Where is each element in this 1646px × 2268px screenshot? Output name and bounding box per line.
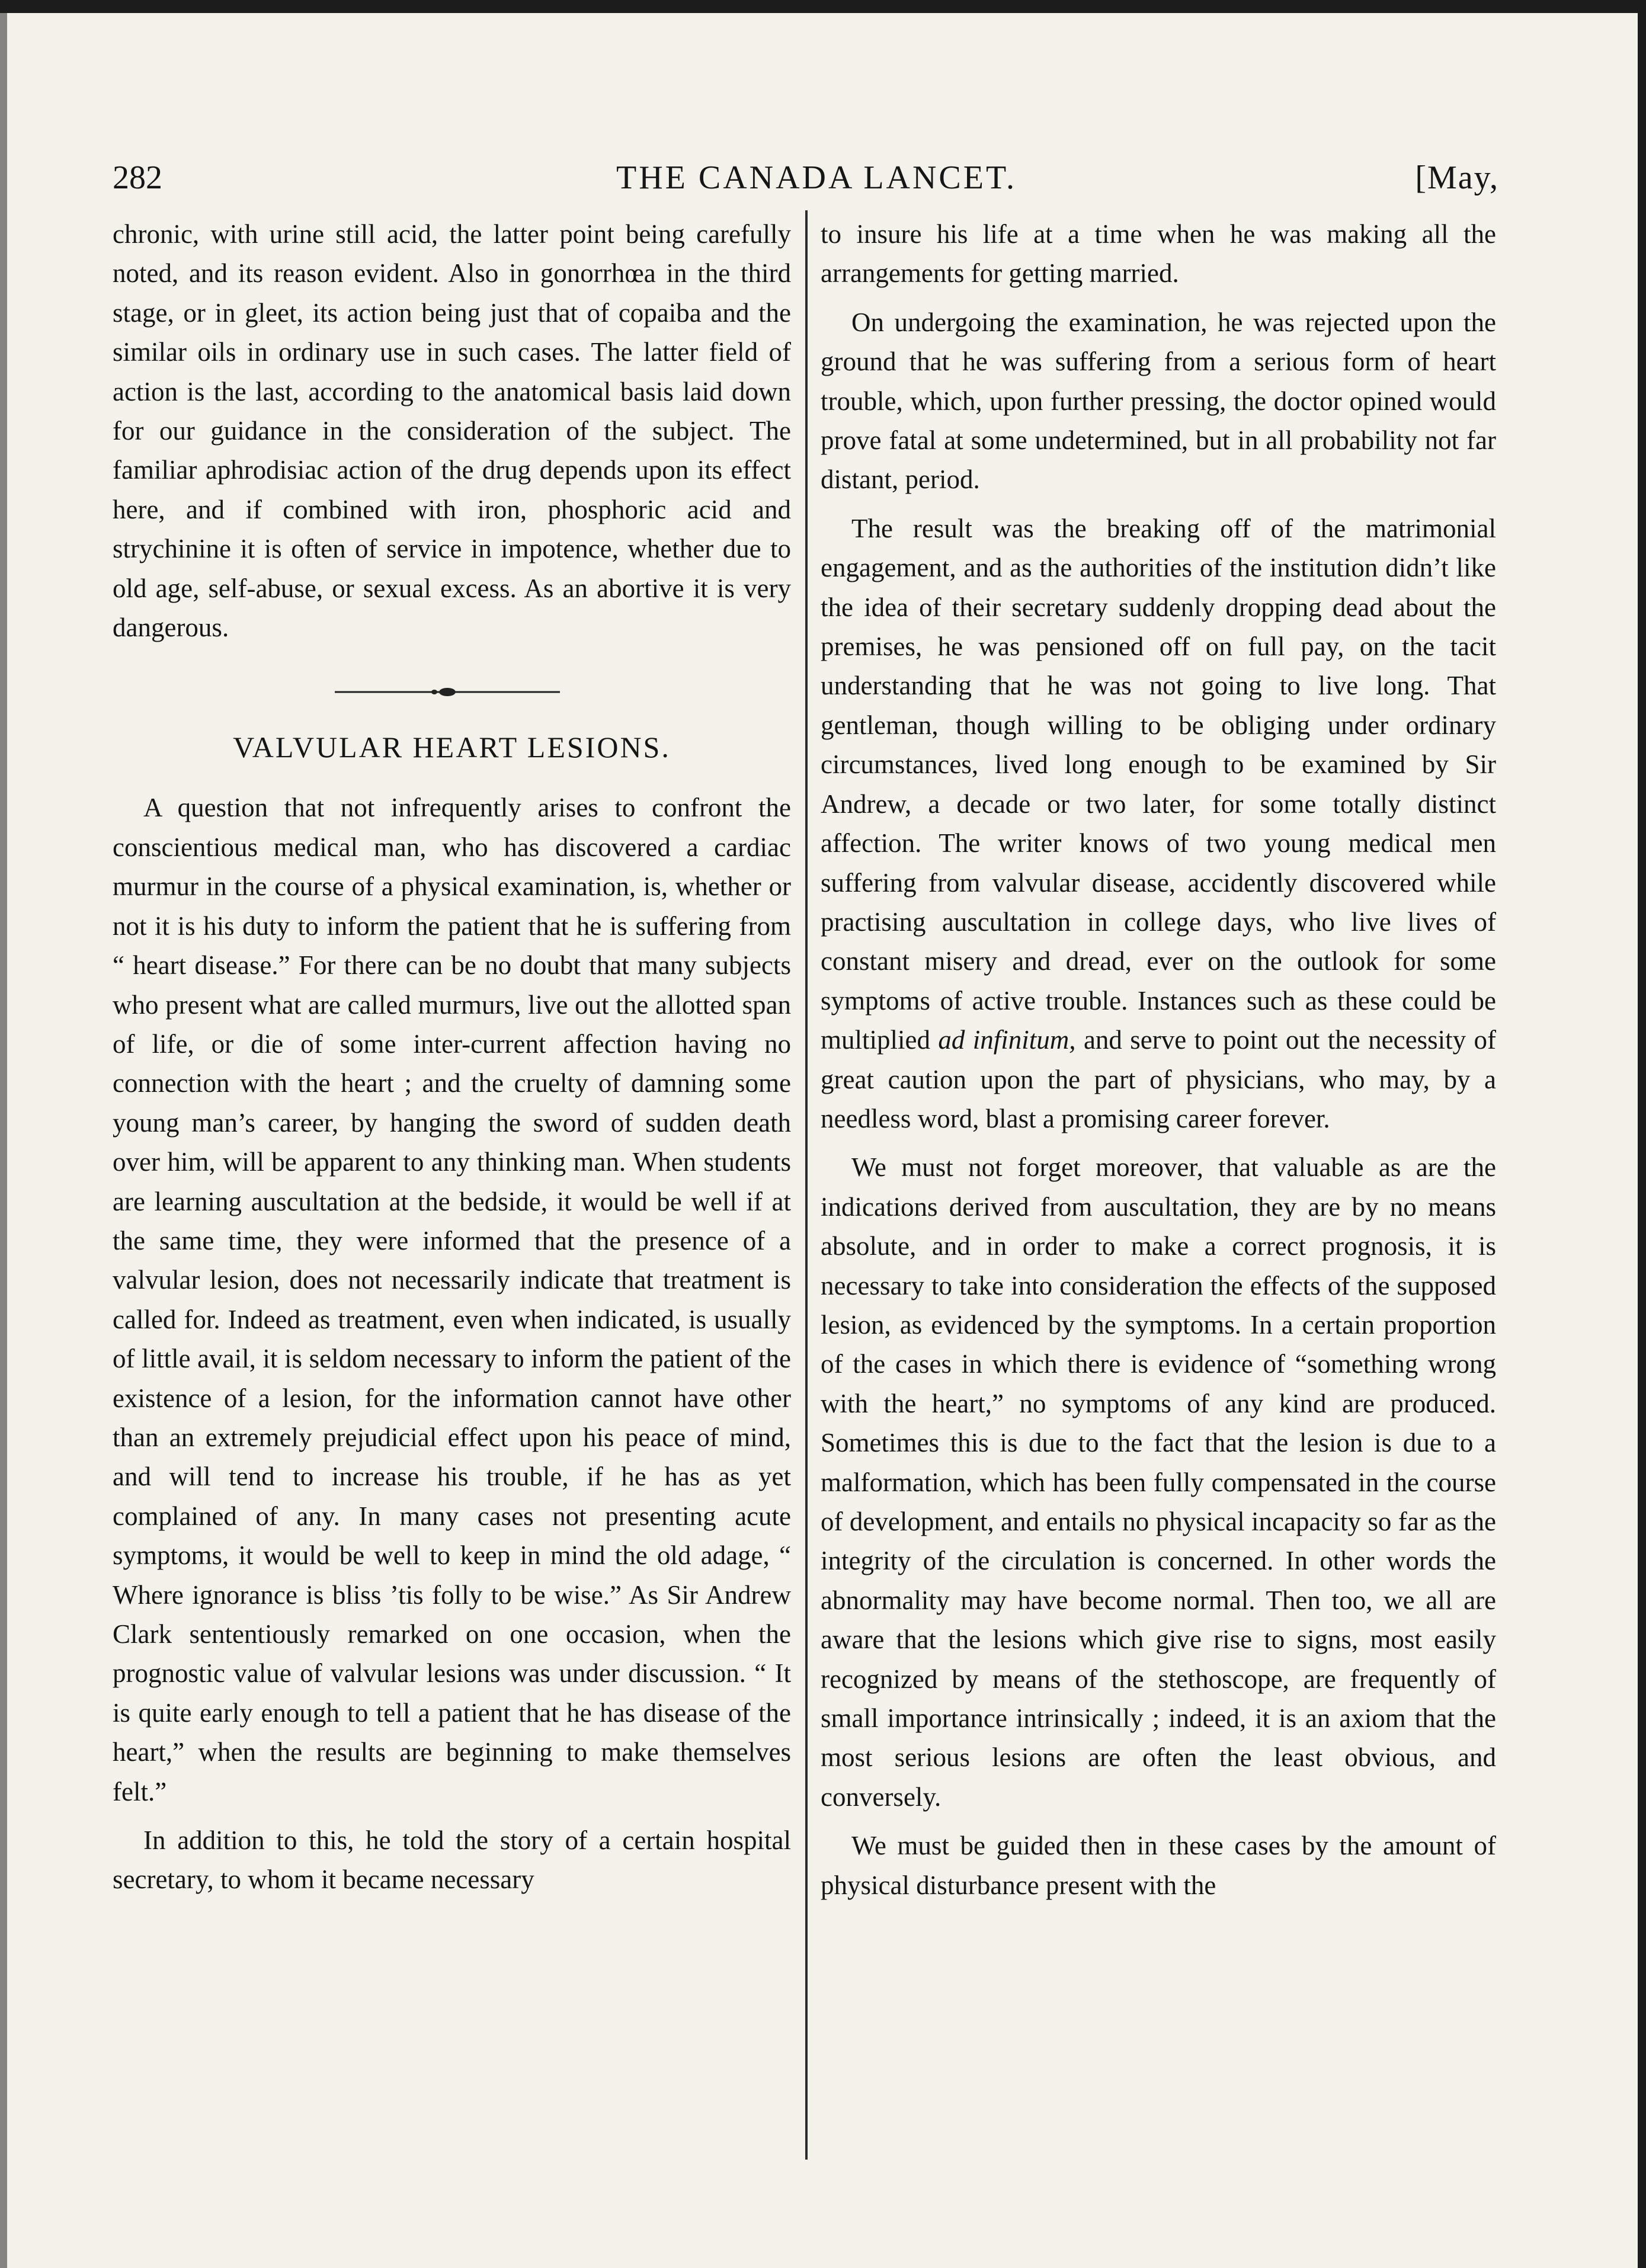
article-paragraph: We must not forget moreover, that valuable as are the indications derived from auscultation, they are by no means absolute, and in order to make a correct prognosis, it is necessary to take into consideration the effects of the supposed lesion, as evidenced by the symptoms. In a certain proportion of the cases in which there is evidence of “something wrong with the heart,” no symptoms of any kind are produced. Sometimes this is due to the fact that the lesion is due to a malformation, which has been fully compensated in the course of development, and entails no physical incapacity so far as the integrity of the circulation is concerned. In other words the abnormality may have become normal. Then too, we all are aware that the lesions which give rise to signs, most easily recognized by means of the stethoscope, are frequently of small importance intrinsically ; indeed, it is an axiom that the most serious lesions are often the least obvious, and conversely. (821, 1152, 1496, 1812)
article-paragraph: A question that not infrequently arises to confront the conscientious medical man, who has discovered a cardiac murmur in the course of a physical examination, is, whether or not it is his duty to inform the patient that he is suffering from “ heart disease.” For there can be no doubt that many subjects who present what are called murmurs, live out the allotted span of life, or die of some inter-current affection having no connection with the heart ; and the cruelty of damning some young man’s career, by hanging the sword of sudden death over him, will be apparent to any thinking man. When students are learning auscultation at the bedside, it would be well if at the same time, they were informed that the presence of a valvular lesion, does not necessarily indicate that treatment is called for. Indeed as treatment, even when indicated, is usually of little avail, it is seldom necessary to inform the patient of the existence of a lesion, for the information cannot have other than an extremely prejudicial effect upon his peace of mind, and will tend to increase his trouble, if he has as yet complained of any. In many cases not presenting acute symptoms, it would be well to keep in mind the old adage, “ Where ignorance is bliss ’tis folly to be wise.” As Sir Andrew Clark sententiously remarked on one occasion, when the prognostic value of valvular lesions was under discussion. “ It is quite early enough to tell a patient that he has disease of the heart,” when the results are beginning to make themselves felt.” (113, 793, 791, 1806)
article-title: VALVULAR HEART LESIONS. (233, 731, 671, 764)
page-top-border (0, 0, 1646, 13)
paragraph-text: The result was the breaking off of the matrimonial engagement, and as the authorities of the institution didn’t like the idea of their secretary suddenly dropping dead about the premises, he was pensioned off on full pay, on the tacit understanding that he was not going to live long. That gentleman, though willing to be obliging under ordinary circumstances, lived long enough to be examined by Sir Andrew, a decade or two later, for some totally distinct affection. The writer knows of two young medical men suffering from valvular disease, accidently discovered while practising auscultation in college days, who live lives of constant misery and dread, ever on the outlook for some symptoms of active trouble. Instances such as these could be multiplied (821, 513, 1496, 1055)
article-paragraph: In addition to this, he told the story of a certain hospital secretary, to whom it became necessary (113, 1825, 791, 1895)
italic-phrase: ad infinitum, (938, 1025, 1076, 1055)
continued-paragraph: chronic, with urine still acid, the latter point being carefully noted, and its reason evident. Also in gonorrhœa in the third stage, or in gleet, its action being just that of copaiba and the similar oils in ordinary use in such cases. The latter field of action is the last, according to the anatomical basis laid down for our guidance in the consideration of the subject. The familiar aphrodisiac action of the drug depends upon its effect here, and if combined with iron, phosphoric acid and strychinine it is often of service in impotence, whether due to old age, self-abuse, or sexual excess. As an abortive it is very dangerous. (113, 219, 791, 643)
article-paragraph: On undergoing the examination, he was rejected upon the ground that he was suffering from a serious form of heart trouble, which, upon further pressing, the doctor opined would prove fatal at some undetermined, but in all probability not far distant, period. (821, 307, 1496, 495)
page-left-edge (0, 13, 7, 2268)
paragraph-text: and serve to point out the necessity of great caution upon the part of physicians, who may, by a needless word, blast a promising career forever. (821, 1025, 1496, 1133)
column-divider (805, 210, 808, 2160)
left-column (113, 214, 791, 1909)
running-header (113, 151, 1499, 204)
header-month: [May, (1415, 159, 1499, 196)
right-column (821, 214, 1496, 1914)
page-number: 282 (113, 159, 162, 196)
page-right-edge (1638, 0, 1646, 2268)
ornament-rule-icon (335, 685, 560, 699)
section-ornament (113, 673, 791, 712)
continued-paragraph: to insure his life at a time when he was making all the arrangements for getting married. (821, 219, 1496, 289)
article-paragraph: We must be guided then in these cases by the amount of physical disturbance present with the (821, 1831, 1496, 1900)
journal-title: THE CANADA LANCET. (616, 159, 1017, 196)
article-paragraph (821, 509, 1496, 1139)
